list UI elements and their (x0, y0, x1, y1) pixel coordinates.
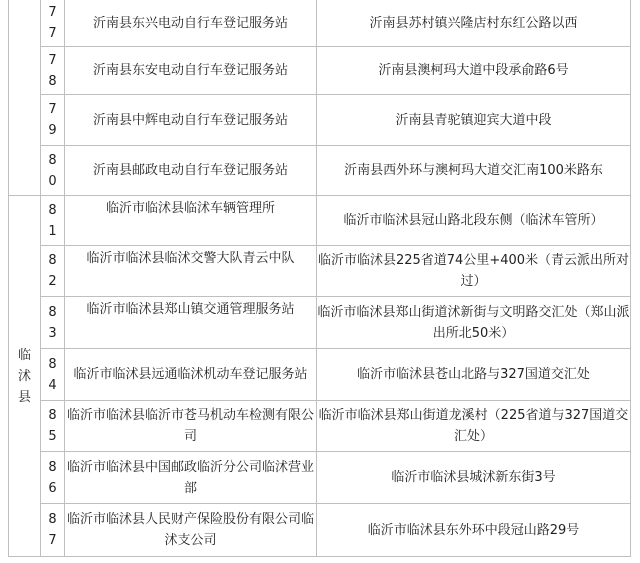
station-address: 沂南县苏村镇兴隆店村东红公路以西 (317, 0, 631, 47)
table-row (9, 246, 631, 297)
station-name: 临沂市临沭县郑山镇交通管理服务站 (65, 297, 317, 349)
table-row (9, 146, 631, 196)
station-name: 沂南县东兴电动自行车登记服务站 (65, 0, 317, 47)
station-name: 沂南县东安电动自行车登记服务站 (65, 47, 317, 95)
row-number: 8 7 (41, 504, 65, 557)
station-name: 临沂市临沭县中国邮政临沂分公司临沭营业部 (65, 452, 317, 504)
station-address: 沂南县青驼镇迎宾大道中段 (317, 95, 631, 146)
table-row (9, 349, 631, 401)
station-name: 临沂市临沭县人民财产保险股份有限公司临沭支公司 (65, 504, 317, 557)
row-number: 8 4 (41, 349, 65, 401)
station-name: 临沂市临沭县远通临沭机动车登记服务站 (65, 349, 317, 401)
row-number: 8 3 (41, 297, 65, 349)
station-address: 临沂市临沭县东外环中段冠山路29号 (317, 504, 631, 557)
table-row (9, 504, 631, 557)
table-row (9, 452, 631, 504)
row-number: 8 1 (41, 196, 65, 246)
row-number: 7 7 (41, 0, 65, 47)
row-number: 8 2 (41, 246, 65, 297)
station-address: 沂南县澳柯玛大道中段承俞路6号 (317, 47, 631, 95)
table-row (9, 297, 631, 349)
station-address: 临沂市临沭县城沭新东街3号 (317, 452, 631, 504)
row-number: 7 9 (41, 95, 65, 146)
station-name: 沂南县邮政电动自行车登记服务站 (65, 146, 317, 196)
table-row (9, 95, 631, 146)
station-name: 临沂市临沭县临沭交警大队青云中队 (65, 246, 317, 297)
station-name: 临沂市临沭县临沂市苍马机动车检测有限公司 (65, 401, 317, 452)
table-row (9, 196, 631, 246)
station-name: 临沂市临沭县临沭车辆管理所 (65, 196, 317, 246)
table-row (9, 0, 631, 47)
table-row (9, 47, 631, 95)
station-address: 临沂市临沭县郑山街道龙溪村（225省道与327国道交汇处） (317, 401, 631, 452)
registration-station-table (8, 0, 631, 557)
county-cell-yinan (9, 0, 41, 196)
station-address: 临沂市临沭县225省道74公里+400米（青云派出所对过） (317, 246, 631, 297)
county-cell-linshu (9, 196, 41, 557)
row-number: 7 8 (41, 47, 65, 95)
row-number: 8 5 (41, 401, 65, 452)
table-row (9, 401, 631, 452)
station-address: 临沂市临沭县冠山路北段东侧（临沭车管所） (317, 196, 631, 246)
row-number: 8 6 (41, 452, 65, 504)
station-address: 临沂市临沭县郑山街道沭新街与文明路交汇处（郑山派出所北50米） (317, 297, 631, 349)
row-number: 8 0 (41, 146, 65, 196)
station-name: 沂南县中辉电动自行车登记服务站 (65, 95, 317, 146)
station-address: 沂南县西外环与澳柯玛大道交汇南100米路东 (317, 146, 631, 196)
station-address: 临沂市临沭县苍山北路与327国道交汇处 (317, 349, 631, 401)
county-name: 临沭县 (17, 347, 31, 405)
